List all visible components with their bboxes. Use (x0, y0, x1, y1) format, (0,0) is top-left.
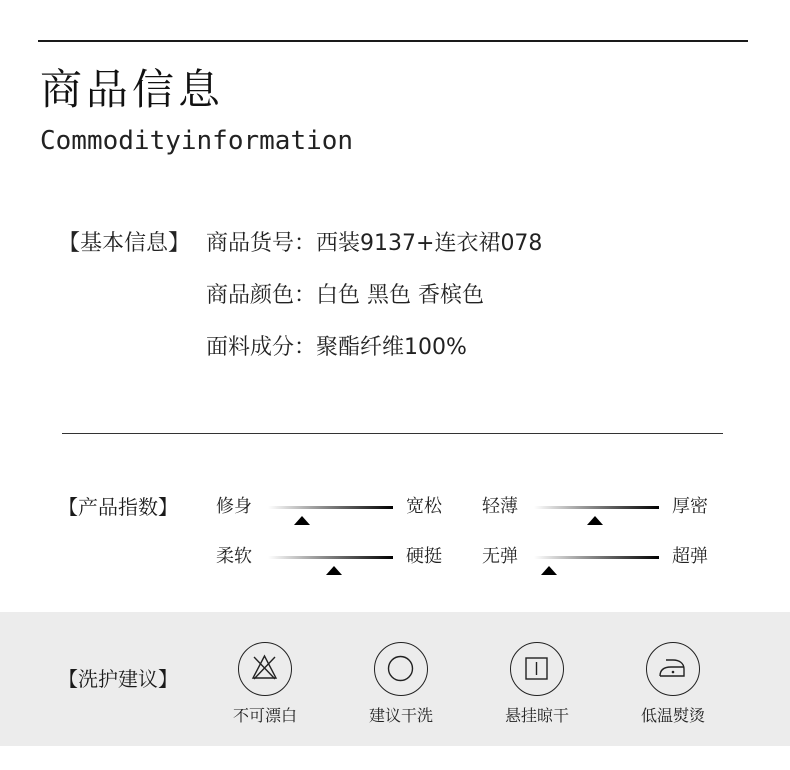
info-value: 聚酯纤维100% (316, 335, 467, 360)
index-left-label: 修身 (216, 496, 252, 517)
index-item-fit (216, 492, 448, 522)
index-item-thickness (482, 492, 714, 522)
info-value: 西装9137+连衣裙078 (316, 231, 543, 256)
care-label: 建议干洗 (368, 706, 433, 725)
index-marker (294, 516, 310, 525)
index-right-label: 超弹 (672, 546, 708, 567)
care-heading: 【洗护建议】 (58, 667, 178, 691)
basic-info-heading: 【基本信息】 (58, 231, 191, 256)
care-item-dry-clean (346, 612, 456, 746)
info-label: 面料成分： (206, 335, 317, 360)
care-item-no-bleach (210, 612, 320, 746)
care-label: 不可漂白 (232, 706, 297, 725)
index-item-elasticity (482, 542, 714, 572)
index-left-label: 无弹 (482, 546, 518, 567)
index-left-label: 轻薄 (482, 496, 518, 517)
index-right-label: 厚密 (672, 496, 708, 517)
index-bar (534, 506, 659, 509)
page-title: 商品信息 (40, 65, 225, 114)
index-right-label: 硬挺 (406, 546, 442, 567)
index-bar (534, 556, 659, 559)
index-marker (326, 566, 342, 575)
product-index-heading: 【产品指数】 (58, 495, 178, 519)
page-subtitle: Commodityinformation (40, 126, 354, 156)
no-bleach-icon (238, 642, 292, 696)
care-item-low-temp-iron (618, 612, 728, 746)
index-right-label: 宽松 (406, 496, 442, 517)
care-label: 悬挂晾干 (504, 706, 569, 725)
info-value: 白色 黑色 香槟色 (316, 283, 485, 308)
info-label: 商品颜色： (206, 283, 317, 308)
care-label: 低温熨烫 (640, 706, 705, 725)
care-section (0, 612, 790, 746)
index-marker (587, 516, 603, 525)
index-bar (268, 556, 393, 559)
index-left-label: 柔软 (216, 546, 252, 567)
index-marker (541, 566, 557, 575)
care-item-hang-dry (482, 612, 592, 746)
index-bar (268, 506, 393, 509)
dry-clean-icon (374, 642, 428, 696)
low-temp-iron-icon (646, 642, 700, 696)
index-item-softness (216, 542, 448, 572)
hang-dry-icon (510, 642, 564, 696)
info-label: 商品货号： (206, 231, 317, 256)
